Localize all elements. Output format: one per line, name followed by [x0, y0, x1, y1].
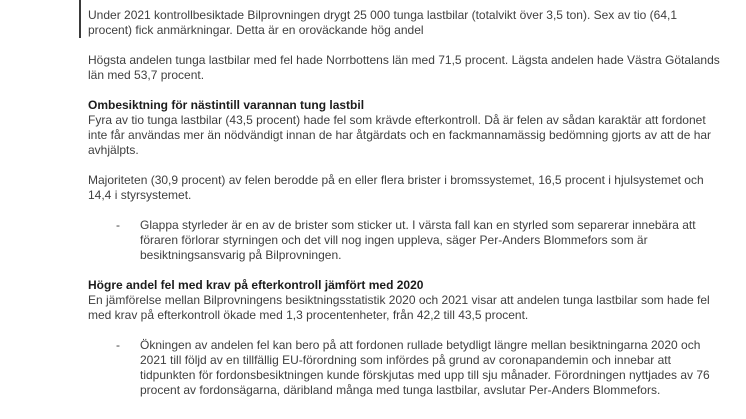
quote-styrleder: [88, 218, 723, 263]
heading-ombesiktning: Ombesiktning för nästintill varannan tung lastbil: [88, 98, 365, 112]
quote-okning-text: Ökningen av andelen fel kan bero på att fordonen rullade betydligt längre mellan besiktningarna 2020 och 2021 till följd av en tillfällig EU-förordning som infördes på grund av coronapandemin och innebar att tidpunkten för fordonsbesiktningen kunde förskjutas med upp till sju månader. Förordningen nyttjades av 76 procent av fordonsägarna, däribland många med tunga lastbilar, avslutar Per-Anders Blommefors.: [140, 338, 710, 397]
paragraph-jamforelse: En jämförelse mellan Bilprovningens besiktningsstatistik 2020 och 2021 visar att andelen tunga lastbilar som hade fel med krav på efterkontroll ökade med 1,3 procentenheter, från 42,2 till 43,5 procent.: [88, 293, 710, 322]
quote-okning: [88, 338, 723, 398]
paragraph-efterkontroll: Fyra av tio tunga lastbilar (43,5 procent) hade fel som krävde efterkontroll. Då är felen av sådan karaktär att fordonet inte får användas mer än nödvändigt innan de har åtgärdats och en fackmannamässig bedömning gjorts av att de har avhjälpts.: [88, 113, 712, 157]
heading-jamforelse: Högre andel fel med krav på efterkontroll jämfört med 2020: [88, 278, 424, 292]
paragraph-felfordelning: Majoriteten (30,9 procent) av felen berodde på en eller flera brister i bromssystemet, 16,5 procent i hjulsystemet och 14,4 i styrsystemet.: [88, 173, 704, 202]
quote-dash: -: [116, 218, 120, 232]
quote-styrleder-text: Glappa styrleder är en av de brister som sticker ut. I värsta fall kan en styrled som separerar innebära att föraren förlorar styrningen och det vill nog ingen uppleva, säger Per-Anders Blommefors som är besiktningsansvarig på Bilprovningen.: [140, 218, 696, 262]
quote-dash: -: [116, 338, 120, 352]
paragraph-regional-stats: Högsta andelen tunga lastbilar med fel hade Norrbottens län med 71,5 procent. Lägsta andelen hade Västra Götalands län med 53,7 procent.: [88, 53, 720, 82]
lead-paragraph: Under 2021 kontrollbesiktade Bilprovningen drygt 25 000 tunga lastbilar (totalvikt över 3,5 ton). Sex av tio (64,1 procent) fick anmärkningar. Detta är en oroväckande hög andel: [88, 8, 678, 37]
